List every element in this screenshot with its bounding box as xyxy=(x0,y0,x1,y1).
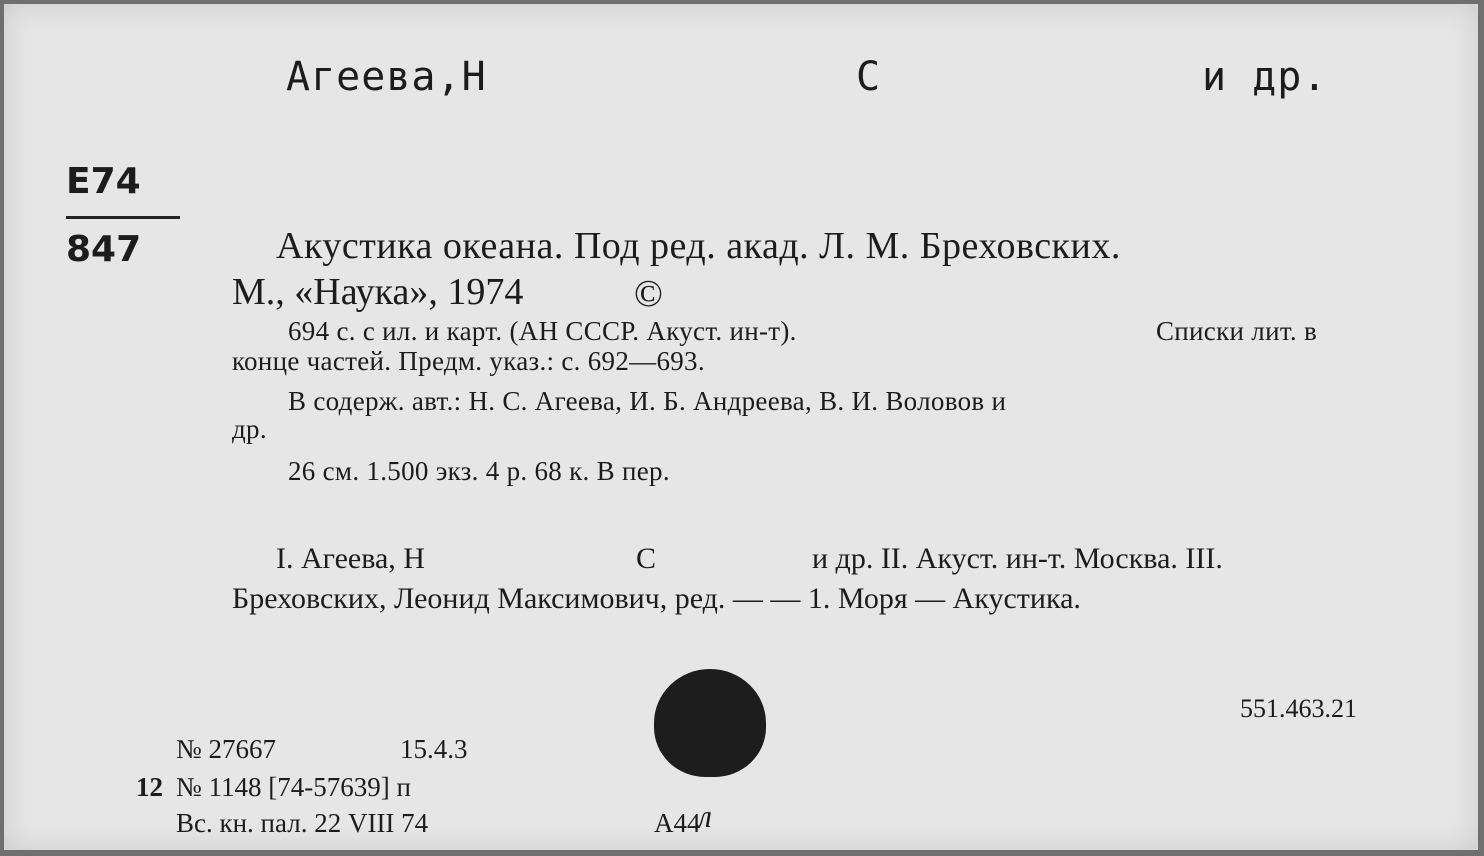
accession-date: 15.4.3 xyxy=(400,734,468,764)
bibliography-note: Списки лит. в xyxy=(1156,316,1318,346)
chamber-code: А44 xyxy=(654,808,701,838)
tracing-rest: и др. II. Акуст. ин-т. Москва. III. xyxy=(812,542,1223,575)
price-note: 26 см. 1.500 экз. 4 р. 68 к. В пер. xyxy=(288,456,670,486)
contents-note: В содерж. авт.: Н. С. Агеева, И. Б. Андреева, В. И. Воловов и xyxy=(288,386,1007,416)
title-statement: Акустика океана. Под ред. акад. Л. М. Бреховских. xyxy=(276,225,1121,267)
chamber-imprint: Вс. кн. пал. 22 VIII 74 xyxy=(176,808,429,838)
tracing-line-2: Бреховских, Леонид Максимович, ред. — — 1. Моря — Акустика. xyxy=(232,582,1081,615)
copyright-icon: © xyxy=(634,273,663,315)
shelfmark-top: Е74 xyxy=(66,161,141,202)
heading-author: Агеева,Н xyxy=(286,54,487,100)
accession-number: № 27667 xyxy=(176,734,277,764)
physical-description: 694 с. с ил. и карт. (АН СССР. Акуст. ин-т). xyxy=(288,316,797,346)
print-number: № 1148 [74-57639] п xyxy=(176,772,411,802)
udc-code: 551.463.21 xyxy=(1240,694,1357,723)
heading-et-al: и др. xyxy=(1202,54,1328,100)
contents-note-cont: др. xyxy=(232,414,267,444)
shelfmark-divider xyxy=(66,216,180,219)
tracing-author: I. Агеева, Н xyxy=(276,542,425,575)
shelfmark-bottom: 847 xyxy=(66,229,142,270)
catalog-card xyxy=(4,4,1478,850)
handwritten-initials: л xyxy=(698,798,712,834)
heading-initial: С xyxy=(856,54,881,100)
card-count: 12 xyxy=(136,772,163,802)
ink-stamp-blot xyxy=(654,669,766,777)
physical-description-cont: конце частей. Предм. указ.: с. 692—693. xyxy=(232,346,705,376)
tracing-initial: С xyxy=(636,542,657,575)
publication-statement: М., «Наука», 1974 xyxy=(232,271,524,313)
